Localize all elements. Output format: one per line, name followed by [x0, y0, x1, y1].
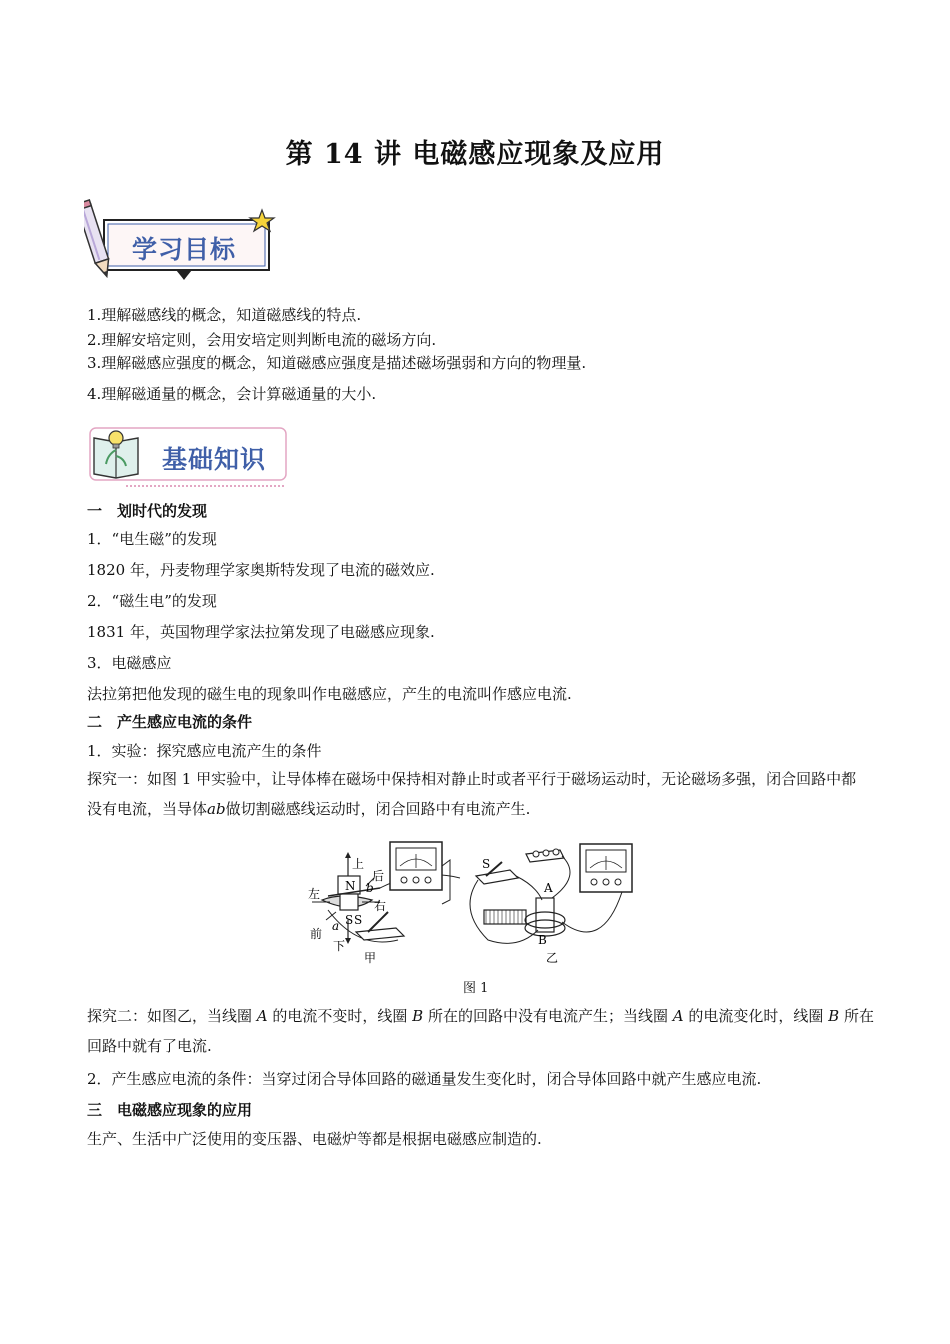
page-title: 第 14 讲 电磁感应现象及应用 [285, 139, 665, 170]
variable-ab: ab [207, 800, 226, 818]
label-switch: S [354, 913, 363, 927]
subsection-title: 2．“磁生电”的发现 [87, 592, 217, 610]
label-yi: 乙 [546, 951, 559, 965]
label-b: b [366, 881, 374, 895]
explore-one-paragraph [87, 764, 867, 824]
label-down: 下 [333, 939, 346, 953]
explore-two-text: 的电流不变时，线圈 [267, 1007, 413, 1025]
goals-banner [84, 198, 284, 286]
magnet-south [340, 894, 358, 910]
label-s-pole: S [345, 913, 354, 927]
subsection-title: 1．“电生磁”的发现 [87, 530, 217, 548]
label-back: 后 [372, 869, 385, 883]
paragraph: 生产、生活中广泛使用的变压器、电磁炉等都是根据电磁感应制造的. [87, 1130, 542, 1148]
figure-1 [300, 836, 660, 968]
goal-item: 2.理解安培定则，会用安培定则判断电流的磁场方向. [87, 331, 437, 349]
label-left: 左 [308, 887, 321, 901]
goal-item: 1.理解磁感线的概念，知道磁感线的特点. [87, 306, 362, 324]
label-front: 前 [310, 927, 323, 941]
switch-yi [476, 870, 518, 884]
explore-two-text: 所在的回路中没有电流产生；当线圈 [423, 1007, 673, 1025]
label-up: 上 [352, 857, 365, 871]
explore-two-text: 探究二：如图乙，当线圈 [87, 1007, 257, 1025]
explore-two-paragraph [87, 1001, 877, 1061]
knowledge-banner-label: 基础知识 [162, 445, 267, 474]
paragraph: 1831 年，英国物理学家法拉第发现了电磁感应现象. [87, 623, 435, 641]
subsection-title: 1．实验：探究感应电流产生的条件 [87, 742, 322, 760]
paragraph: 法拉第把他发现的磁生电的现象叫作电磁感应，产生的电流叫作感应电流. [87, 685, 572, 703]
paragraph: 2．产生感应电流的条件：当穿过闭合导体回路的磁通量发生变化时，闭合导体回路中就产生感应电流. [87, 1070, 762, 1088]
variable-b: B [828, 1007, 840, 1025]
variable-b: B [412, 1007, 424, 1025]
switch-base [356, 928, 404, 940]
explore-two-text: 所在回路中就有了电流. [87, 1007, 874, 1055]
label-n: N [345, 879, 356, 893]
figure-caption: 图 1 [463, 981, 489, 996]
label-coil-a: A [544, 881, 553, 895]
explore-one-text-b: 做切割磁感线运动时，闭合回路中有电流产生. [225, 800, 531, 818]
subsection-title: 3．电磁感应 [87, 654, 172, 672]
explore-two-text: 的电流变化时，线圈 [683, 1007, 829, 1025]
section-heading: 二 产生感应电流的条件 [87, 713, 253, 731]
knowledge-banner [86, 424, 292, 492]
goal-item: 3.理解磁感应强度的概念，知道磁感应强度是描述磁场强弱和方向的物理量. [87, 354, 587, 372]
goal-item: 4.理解磁通量的概念，会计算磁通量的大小. [87, 385, 377, 403]
variable-a: A [256, 1007, 268, 1025]
section-heading: 三 电磁感应现象的应用 [87, 1101, 253, 1119]
label-yi-switch: S [482, 857, 491, 871]
label-coil-b: B [538, 933, 547, 947]
coil-a [536, 898, 554, 932]
variable-a: A [672, 1007, 684, 1025]
paragraph: 1820 年，丹麦物理学家奥斯特发现了电流的磁效应. [87, 561, 435, 579]
section-heading: 一 划时代的发现 [87, 502, 208, 520]
explore-one-text-a: 探究一：如图 1 甲实验中，让导体棒在磁场中保持相对静止时或者平行于磁场运动时，无论磁场多强，闭合回路中都没有电流，当导体 [87, 770, 857, 818]
experiment-diagram [300, 836, 660, 968]
goals-banner-label: 学习目标 [132, 235, 237, 264]
label-jia: 甲 [364, 951, 377, 965]
label-right: 右 [374, 899, 387, 913]
label-a: a [332, 919, 340, 933]
